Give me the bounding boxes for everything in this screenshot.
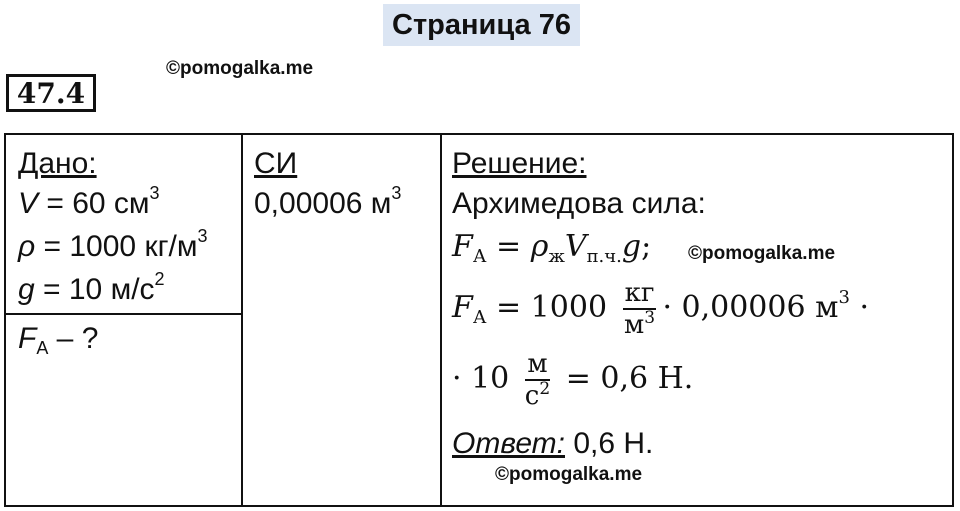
column-divider [241, 135, 243, 505]
given-density: ρ = 1000 $кг/м^3$ [18, 226, 208, 263]
given-gravity: g = 10 $м/с^2$ [18, 269, 165, 306]
si-header: СИ [254, 147, 298, 180]
watermark: ©pomogalka.me [166, 58, 314, 79]
page-title: Страница 76 [383, 4, 580, 46]
fraction-density-unit: $\frac{кг}{м^3}$ [623, 278, 656, 340]
fraction-acceleration-unit: $\frac{м}{с^2}$ [524, 349, 551, 411]
solution-header: Решение: [452, 147, 587, 180]
calculation-line-1: $F_А = 1000$ $\frac{кг}{м^3}$ · 0,00006 $м^3$ · [452, 278, 869, 340]
problem-number: 47.4 [6, 74, 96, 112]
answer-line [452, 427, 653, 461]
given-volume: V = 60 $см^3$ [18, 183, 160, 220]
archimedes-formula: $F_А = \rho_жV_{п.ч.}g$; [452, 229, 652, 267]
column-divider [440, 135, 442, 505]
answer-value: 0,6 Н. [565, 427, 654, 460]
given-divider [6, 313, 241, 315]
find-quantity: $F_А$ – ? [18, 322, 99, 358]
solution-table [4, 133, 954, 507]
calculation-line-2: · 10 $\frac{м}{с^2}$ = 0,6 Н. [452, 349, 694, 411]
watermark: ©pomogalka.me [495, 464, 643, 485]
si-volume: 0,00006 $м^3$ [254, 183, 402, 220]
given-header: Дано: [18, 147, 97, 180]
answer-label: Ответ: [452, 427, 565, 460]
solution-intro: Архимедова сила: [452, 187, 706, 220]
watermark: ©pomogalka.me [688, 243, 836, 264]
